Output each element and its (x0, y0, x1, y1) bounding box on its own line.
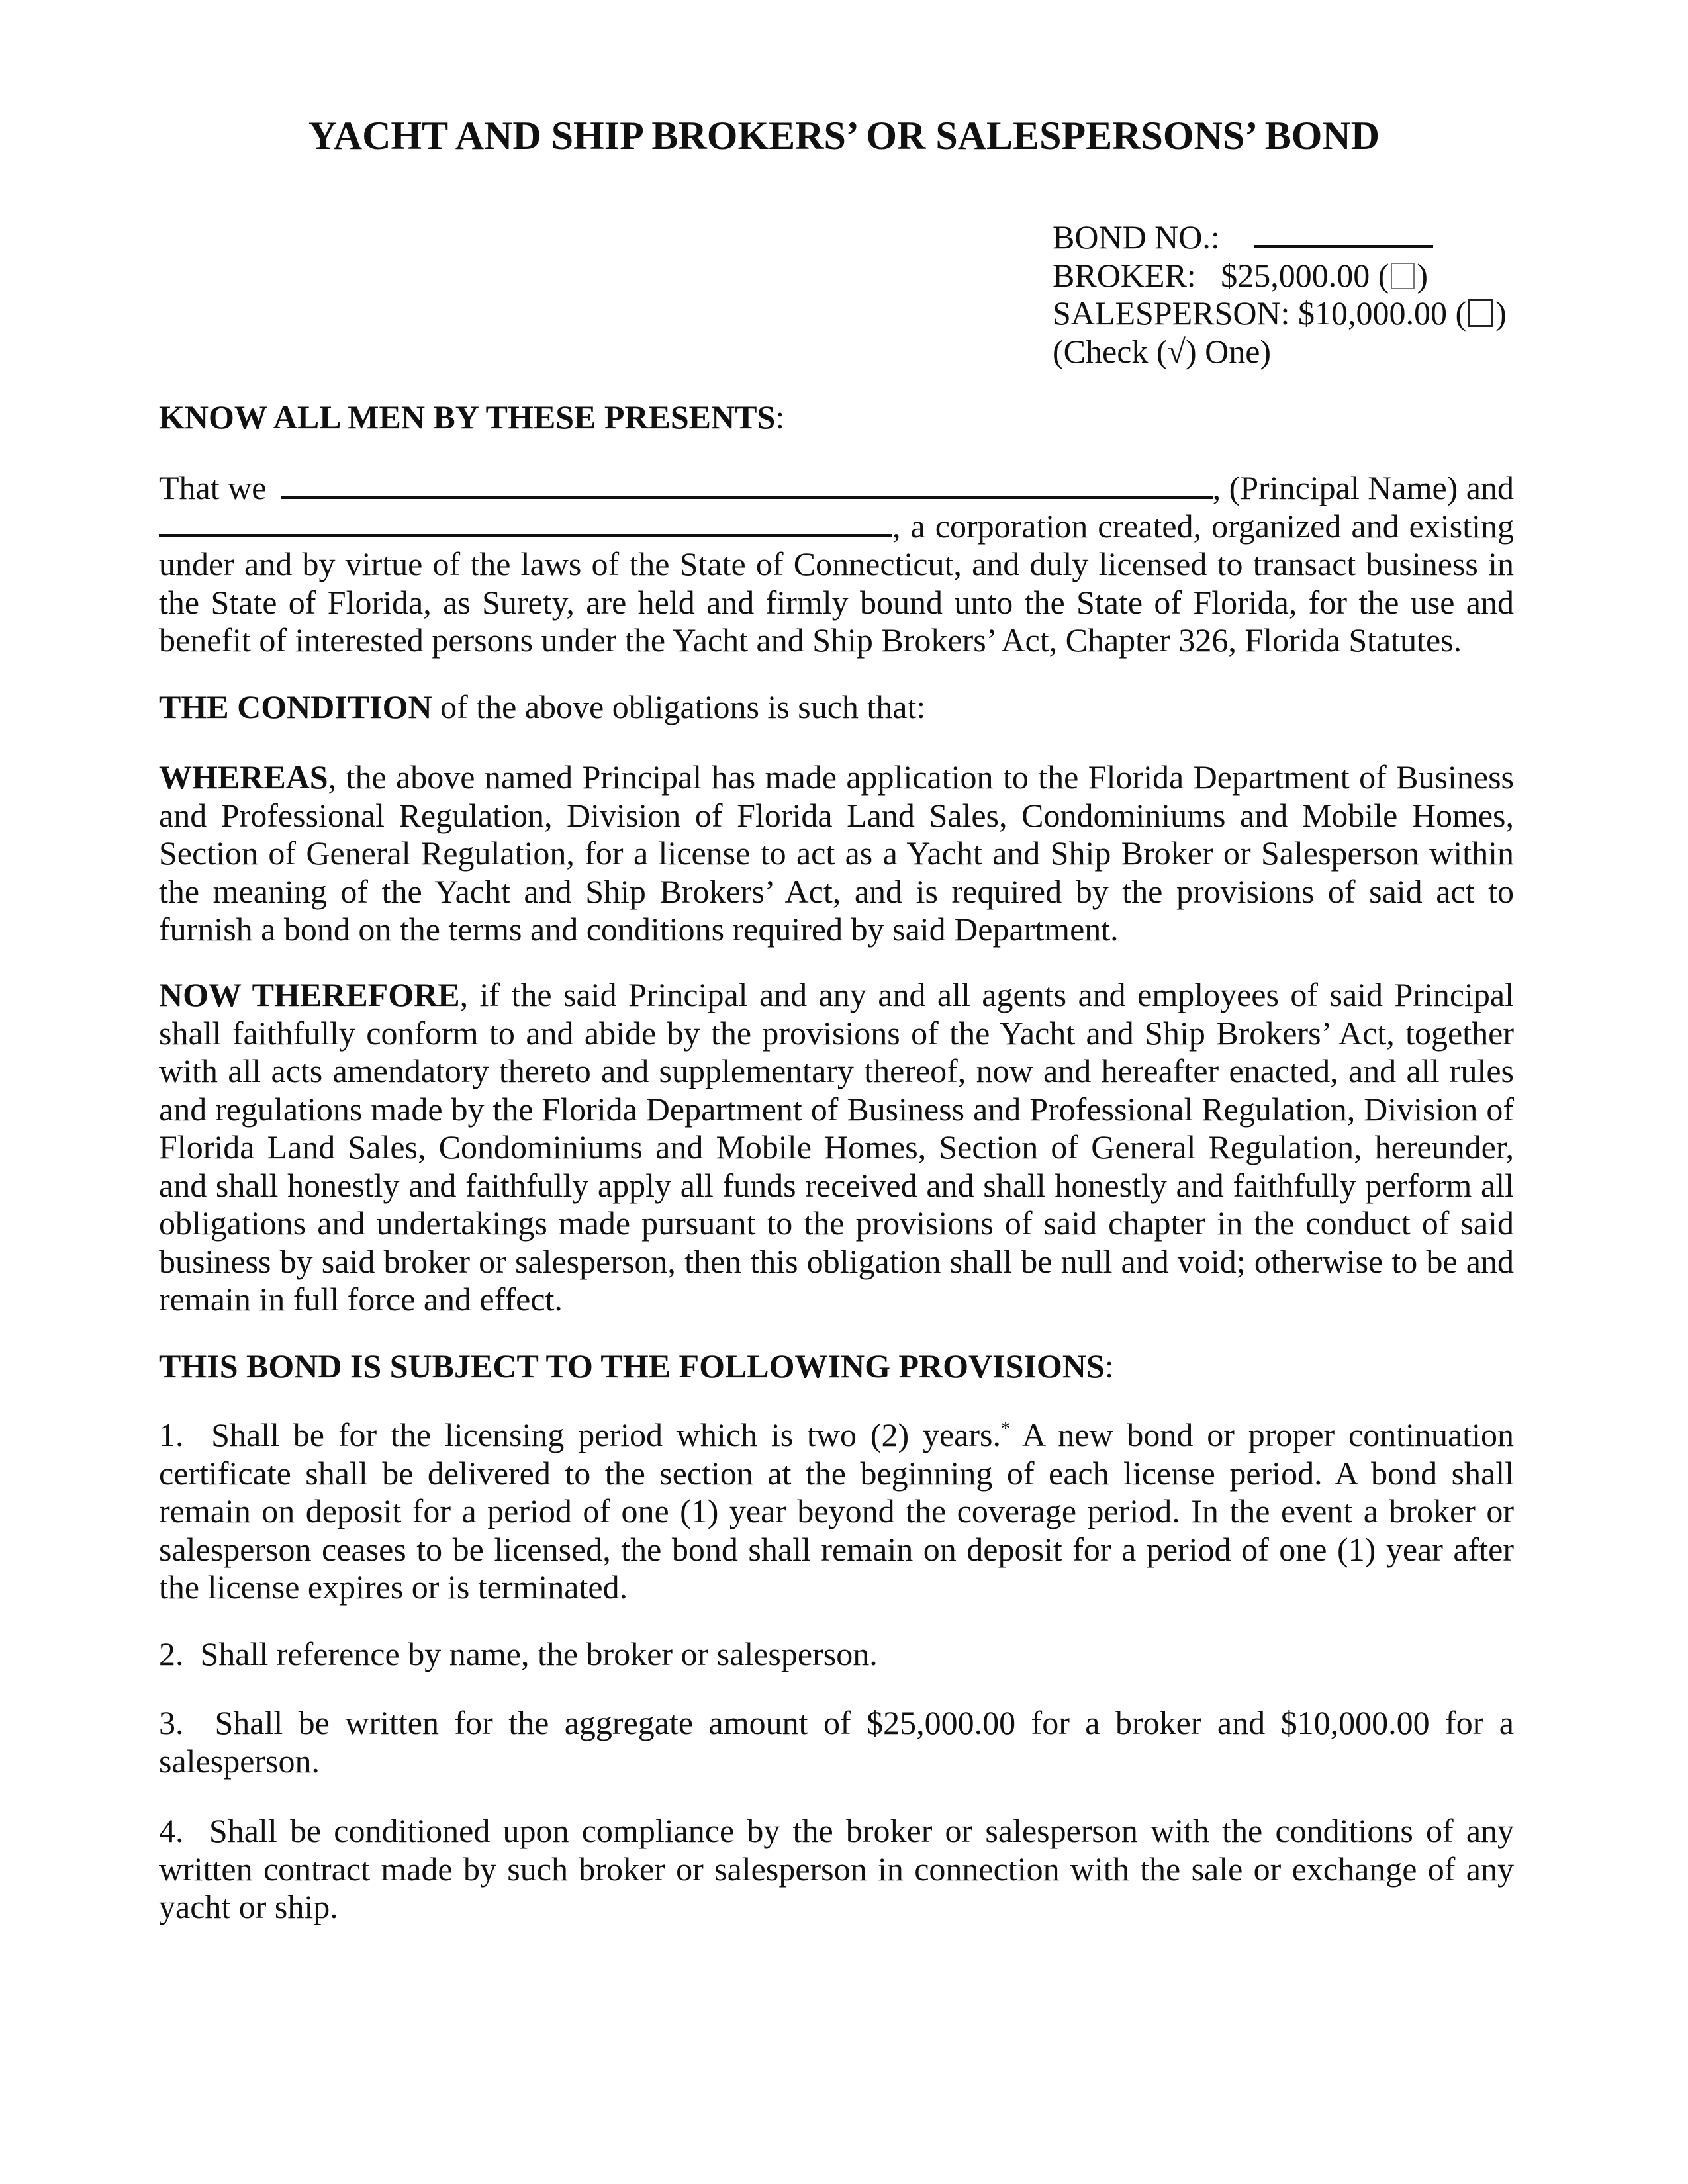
provision-text-cont: A new bond or proper continuation certificate shall be delivered to the section at the beginning of each license period. A bond shall remain on deposit for a period of one (1) year beyond the coverage period. In the event a broker or salesperson ceases to be licensed, the bond shall remain on deposit for a period of one (1) year after the license expires or is terminated. (159, 1416, 1514, 1606)
salesperson-checkbox[interactable] (1468, 299, 1493, 327)
provision-item-2 (159, 1635, 1514, 1674)
bond-number-label: BOND NO.: (1053, 218, 1220, 255)
salesperson-label: SALESPERSON: (1053, 295, 1290, 332)
bond-number-line (1053, 218, 1582, 257)
check-one-note: (Check (√) One) (1053, 332, 1272, 370)
surety-name-field[interactable] (159, 508, 892, 537)
provision-text: Shall be conditioned upon compliance by the broker or salesperson with the conditions of any written contract made by such broker or salesperson in connection with the sale or exchange of any yacht or ship. (159, 1812, 1515, 1925)
provision-item-4 (159, 1812, 1514, 1927)
whereas-paragraph (159, 758, 1514, 949)
now-therefore-paragraph (159, 976, 1514, 1319)
provision-item-3 (159, 1704, 1514, 1780)
footnote-marker: * (1000, 1418, 1010, 1439)
whereas-text: , the above named Principal has made application to the Florida Department of Business and Professional Regulation, Division of Florida Land Sales, Condominiums and Mobile Homes, Section of General Regulation, for a license to act as a Yacht and Ship Broker or Salesperson within the meaning of the Yacht and Ship Brokers’ Act, and is required by the provisions of said act to furnish a bond on the terms and conditions required by said Department. (159, 758, 1514, 948)
provision-number: 4. (159, 1812, 184, 1849)
now-therefore-text: , if the said Principal and any and all agents and employees of said Principal shall faithfully conform to and abide by the provisions of the Yacht and Ship Brokers’ Act, together with all acts amendatory thereto and supplementary thereof, now and hereafter enacted, and all rules and regulations made by the Florida Department of Business and Professional Regulation, Division of Florida Land Sales, Condominiums and Mobile Homes, Section of General Regulation, hereunder, and shall honestly and faithfully apply all funds received and shall honestly and faithfully perform all obligations and undertakings made pursuant to the provisions of said chapter in the conduct of said business by said broker or salesperson, then this obligation shall be null and void; otherwise to be and remain in full force and effect. (159, 976, 1514, 1318)
parties-paragraph-text: under and by virtue of the laws of the State of Connecticut, and duly licensed to transact business in the State of Florida, as Surety, are held and firmly bound unto the State of Florida, for the use and benefit of interested persons under the Yacht and Ship Brokers’ Act, Chapter 326, Florida Statutes. (159, 545, 1514, 659)
condition-lead: THE CONDITION (159, 688, 432, 725)
provision-text: Shall be written for the aggregate amount of $25,000.00 for a broker and $10,000.00 for a salesperson. (159, 1704, 1514, 1780)
that-we-text: That we (159, 469, 267, 506)
whereas-lead: WHEREAS (159, 758, 328, 796)
broker-checkbox[interactable] (1391, 263, 1415, 289)
surety-suffix: , a corporation created, organized and existing (892, 507, 1514, 545)
broker-line: BROKER: $25,000.00 ( ) (1053, 256, 1429, 294)
condition-paragraph (159, 688, 1514, 727)
salesperson-amount: $10,000.00 (1297, 295, 1447, 332)
provision-text: Shall reference by name, the broker or salesperson. (200, 1635, 878, 1672)
document-title: YACHT AND SHIP BROKERS’ OR SALESPERSONS’ BOND (308, 114, 1380, 158)
parties-paragraph (159, 469, 1514, 660)
broker-label: BROKER: (1053, 256, 1196, 294)
provisions-heading: THIS BOND IS SUBJECT TO THE FOLLOWING PROVISIONS: (159, 1347, 1114, 1385)
principal-suffix: , (Principal Name) and (1212, 469, 1514, 506)
bond-info-block (1053, 218, 1582, 371)
know-all-heading: KNOW ALL MEN BY THESE PRESENTS: (159, 398, 785, 435)
condition-text: of the above obligations is such that: (432, 688, 926, 725)
provision-number: 1. (159, 1416, 184, 1453)
provisions-heading-text: THIS BOND IS SUBJECT TO THE FOLLOWING PROVISIONS (159, 1347, 1105, 1385)
know-all-text: KNOW ALL MEN BY THESE PRESENTS (159, 398, 776, 435)
principal-name-field[interactable] (281, 469, 1212, 499)
broker-amount: $25,000.00 (1221, 256, 1370, 294)
now-therefore-lead: NOW THEREFORE (159, 976, 460, 1013)
bond-number-field[interactable] (1254, 218, 1433, 248)
provision-number: 2. (159, 1635, 184, 1672)
salesperson-line: SALESPERSON: $10,000.00 ( ) (1053, 295, 1507, 332)
provision-item-1 (159, 1416, 1514, 1607)
provision-text: Shall be for the licensing period which is two (2) years. (211, 1416, 1001, 1453)
provision-number: 3. (159, 1704, 184, 1741)
